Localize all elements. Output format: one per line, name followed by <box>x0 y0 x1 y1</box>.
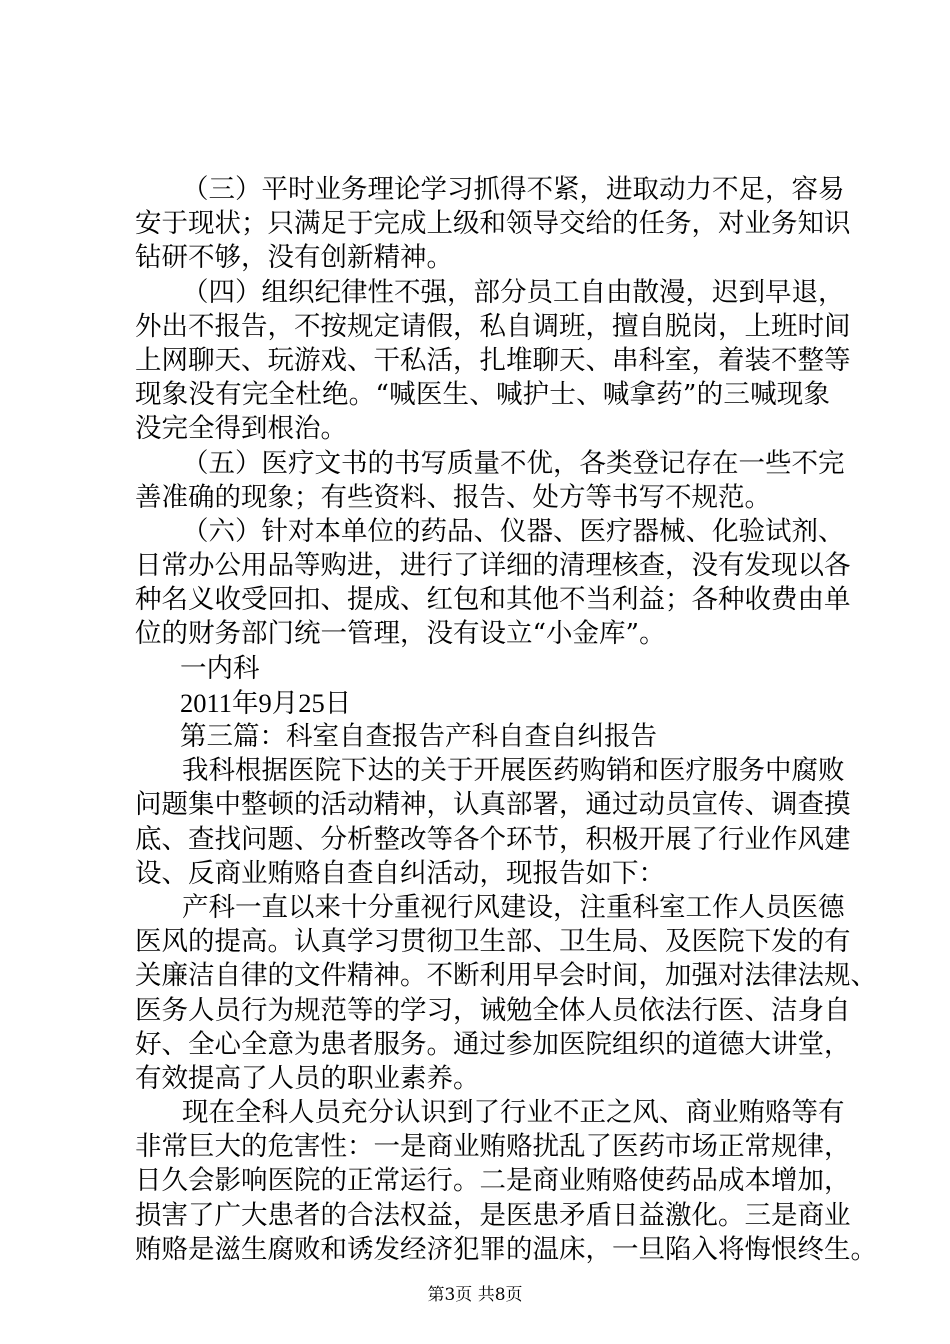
text-line: 安于现状；只满足于完成上级和领导交给的任务，对业务知识 <box>135 208 851 240</box>
text-line: 好、全心全意为患者服务。通过参加医院组织的道德大讲堂， <box>135 1028 851 1060</box>
body-text <box>135 173 877 1267</box>
page-number-footer: 第3页 共8页 <box>427 1285 523 1305</box>
text-line: 设、反商业贿赂自查自纠活动，现报告如下： <box>135 857 665 889</box>
text-line: 关廉洁自律的文件精神。不断利用早会时间，加强对法律法规、 <box>135 960 877 992</box>
text-line: （五）医疗文书的书写质量不优，各类登记存在一些不完 <box>182 447 845 479</box>
text-line: 底、查找问题、分析整改等各个环节，积极开展了行业作风建 <box>135 823 851 855</box>
text-line: （四）组织纪律性不强，部分员工自由散漫，迟到早退， <box>182 276 845 308</box>
text-line: 现在全科人员充分认识到了行业不正之风、商业贿赂等有 <box>182 1097 845 1129</box>
text-line: 医风的提高。认真学习贯彻卫生部、卫生局、及医院下发的有 <box>135 926 851 958</box>
section-heading: 第三篇：科室自查报告产科自查自纠报告 <box>180 721 657 752</box>
department-signature: 一内科 <box>180 652 260 684</box>
text-line: 医务人员行为规范等的学习，诫勉全体人员依法行医、洁身自 <box>135 994 851 1026</box>
text-line: 产科一直以来十分重视行风建设，注重科室工作人员医德 <box>182 891 845 923</box>
text-line: 善准确的现象；有些资料、报告、处方等书写不规范。 <box>135 481 771 513</box>
text-line: 上网聊天、玩游戏、干私活，扎堆聊天、串科室，着装不整等 <box>135 344 851 376</box>
text-line: 我科根据医院下达的关于开展医药购销和医疗服务中腐败 <box>182 755 845 787</box>
text-line: 非常巨大的危害性：一是商业贿赂扰乱了医药市场正常规律， <box>135 1131 851 1163</box>
text-line: 问题集中整顿的活动精神，认真部署，通过动员宣传、调查摸 <box>135 789 851 821</box>
text-line: 钻研不够，没有创新精神。 <box>135 242 453 274</box>
text-line: （三）平时业务理论学习抓得不紧，进取动力不足，容易 <box>182 174 845 205</box>
text-line: 有效提高了人员的职业素养。 <box>135 1062 480 1094</box>
text-line: 种名义收受回扣、提成、红包和其他不当利益；各种收费由单 <box>135 584 851 616</box>
text-line: 日常办公用品等购进，进行了详细的清理核查，没有发现以各 <box>135 550 851 582</box>
signature-date: 2011年9月25日 <box>180 687 352 718</box>
text-line: 没完全得到根治。 <box>135 413 347 445</box>
text-line: （六）针对本单位的药品、仪器、医疗器械、化验试剂、 <box>182 515 845 547</box>
text-line: 外出不报告，不按规定请假，私自调班，擅自脱岗，上班时间 <box>135 310 851 342</box>
text-line: 位的财务部门统一管理，没有设立“小金库”。 <box>135 618 666 650</box>
text-line: 日久会影响医院的正常运行。二是商业贿赂使药品成本增加， <box>135 1165 851 1197</box>
text-line: 贿赂是滋生腐败和诱发经济犯罪的温床，一旦陷入将悔恨终生。 <box>135 1233 877 1265</box>
text-line: 现象没有完全杜绝。“喊医生、喊护士、喊拿药”的三喊现象 <box>135 379 830 411</box>
text-line: 损害了广大患者的合法权益，是医患矛盾日益激化。三是商业 <box>135 1199 851 1231</box>
